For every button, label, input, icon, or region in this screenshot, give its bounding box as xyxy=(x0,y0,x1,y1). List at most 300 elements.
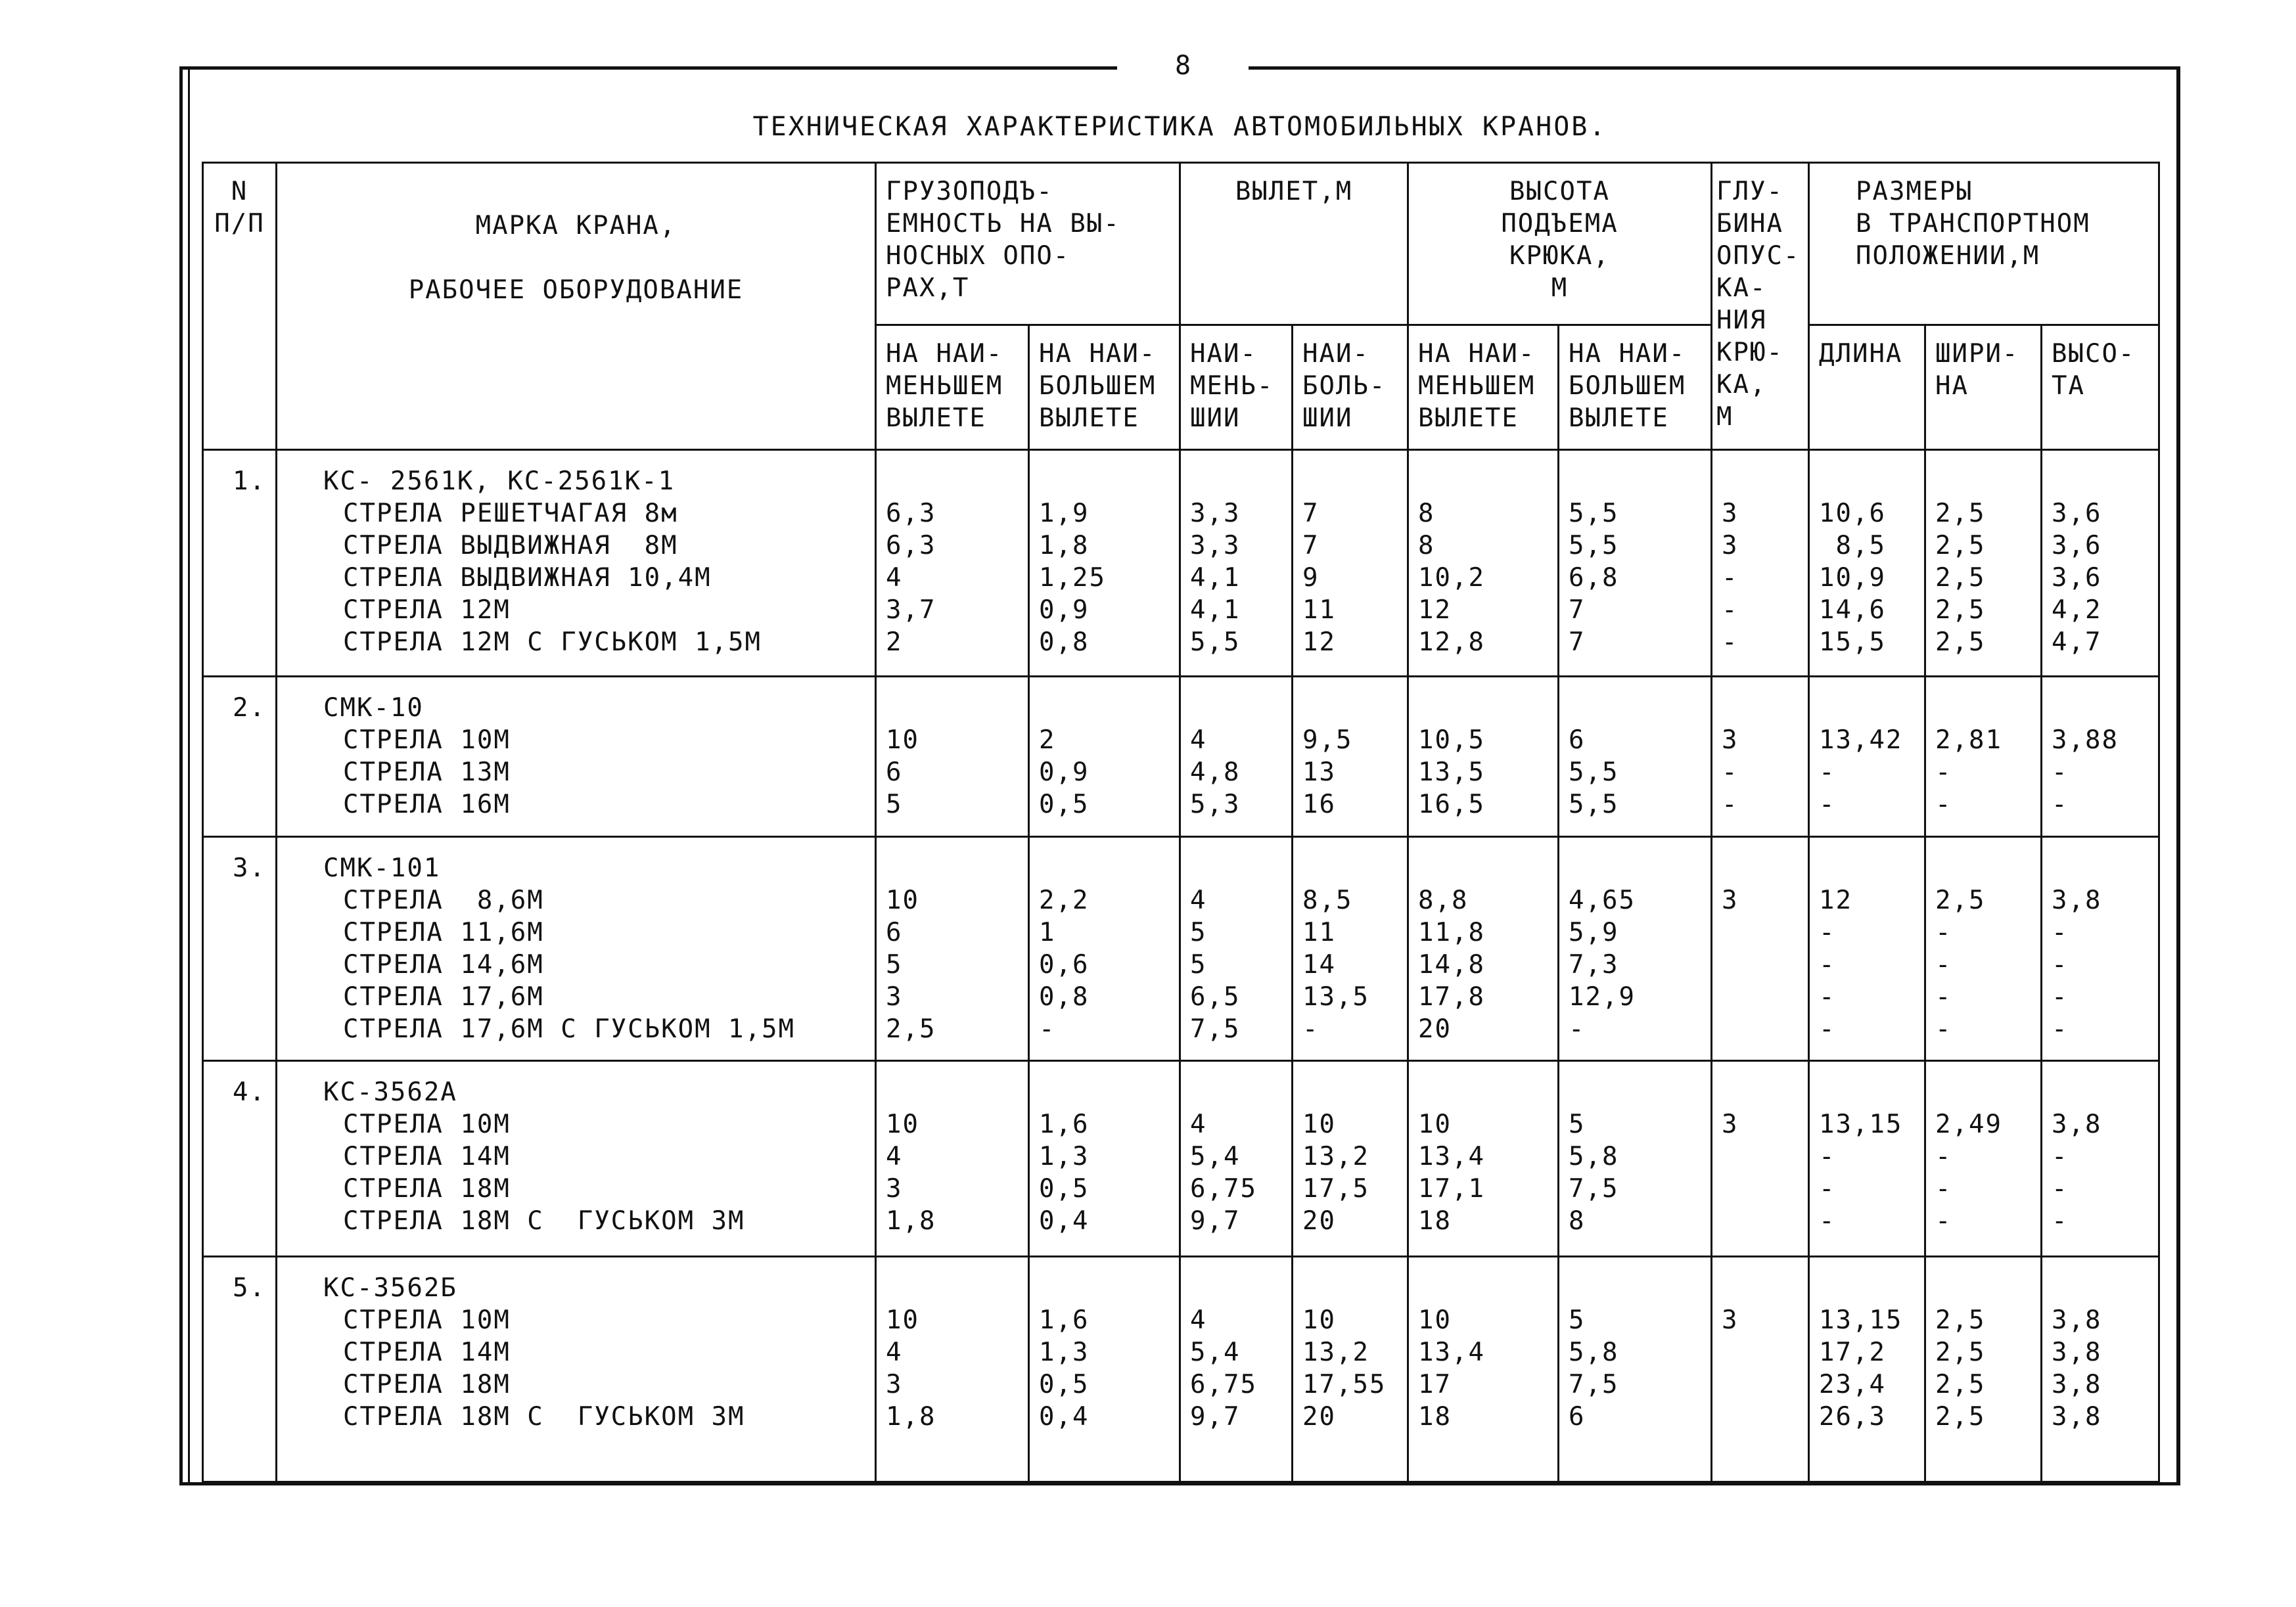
value: 16 xyxy=(1302,790,1336,819)
value: 0,9 xyxy=(1039,595,1090,625)
value: 13,4 xyxy=(1418,1338,1485,1367)
cell-tall xyxy=(2042,837,2159,1061)
value: 8 xyxy=(1418,499,1435,528)
cell-tall xyxy=(2042,1257,2159,1482)
cell-reach-min xyxy=(1180,837,1293,1061)
value: 2,5 xyxy=(1935,531,1986,560)
value: 8,5 xyxy=(1819,531,1886,560)
cell-depth xyxy=(1712,1257,1809,1482)
value: 12 xyxy=(1819,886,1852,915)
value: 9,7 xyxy=(1190,1206,1241,1236)
value: 3,8 xyxy=(2052,1305,2102,1335)
equipment-name: СТРЕЛА 18М xyxy=(343,1370,511,1399)
row-number xyxy=(203,1061,277,1257)
value: 3,8 xyxy=(2052,1370,2102,1399)
value: 5,9 xyxy=(1569,918,1619,947)
cell-width xyxy=(1925,837,2042,1061)
value: 20 xyxy=(1302,1402,1336,1432)
cell-h-min xyxy=(1408,1061,1559,1257)
value: 0,9 xyxy=(1039,758,1090,787)
value: 7,3 xyxy=(1569,950,1619,980)
value: - xyxy=(1935,1174,1952,1204)
value: 12,9 xyxy=(1569,982,1636,1012)
value: 3 xyxy=(1722,531,1739,560)
table-row xyxy=(203,1257,2159,1482)
value: 4 xyxy=(886,1338,903,1367)
value: 2,5 xyxy=(886,1014,936,1044)
value: 3,6 xyxy=(2052,531,2102,560)
value: 5,5 xyxy=(1190,627,1241,657)
cranes-table xyxy=(202,162,2160,1483)
value: 11 xyxy=(1302,595,1336,625)
cell-length xyxy=(1809,450,1925,677)
equipment-name: СТРЕЛА 17,6М xyxy=(343,982,544,1012)
value: 2,5 xyxy=(1935,1338,1986,1367)
value: 7,5 xyxy=(1569,1370,1619,1399)
value: 8 xyxy=(1418,531,1435,560)
cell-depth xyxy=(1712,837,1809,1061)
value: - xyxy=(1039,1014,1056,1044)
value: 10 xyxy=(1418,1305,1452,1335)
cell-reach-min xyxy=(1180,1257,1293,1482)
cell-cap-max xyxy=(1029,677,1180,837)
model-cell xyxy=(277,837,876,1061)
value: 20 xyxy=(1418,1014,1452,1044)
value: 1,3 xyxy=(1039,1338,1090,1367)
header-reach-min: НАИ- МЕНЬ- ШИИ xyxy=(1180,325,1293,450)
cell-cap-max xyxy=(1029,837,1180,1061)
value: 2,5 xyxy=(1935,1370,1986,1399)
header-h-max: НА НАИ- БОЛЬШЕМ ВЫЛЕТЕ xyxy=(1559,325,1712,450)
equipment-name: СТРЕЛА 13М xyxy=(343,758,511,787)
equipment-name: СТРЕЛА 11,6М xyxy=(343,918,544,947)
cell-cap-max xyxy=(1029,450,1180,677)
value: 5,5 xyxy=(1569,790,1619,819)
value: 4 xyxy=(1190,725,1207,755)
value: 12 xyxy=(1302,627,1336,657)
value: 3,3 xyxy=(1190,499,1241,528)
cell-reach-min xyxy=(1180,450,1293,677)
value: - xyxy=(1935,918,1952,947)
value: 1,8 xyxy=(886,1402,936,1432)
value: 7 xyxy=(1302,531,1320,560)
value: 13,15 xyxy=(1819,1110,1903,1139)
value: 10 xyxy=(1302,1110,1336,1139)
table-row xyxy=(203,450,2159,677)
value: 11 xyxy=(1302,918,1336,947)
cell-length xyxy=(1809,677,1925,837)
cell-cap-min xyxy=(876,1061,1029,1257)
crane-model: СМК-10 xyxy=(323,693,424,723)
value: 2,5 xyxy=(1935,886,1986,915)
value: 3 xyxy=(1722,1305,1739,1335)
value: 10 xyxy=(886,725,919,755)
value: 4,1 xyxy=(1190,595,1241,625)
value: 3,3 xyxy=(1190,531,1241,560)
value: 8,8 xyxy=(1418,886,1469,915)
value: 0,5 xyxy=(1039,1370,1090,1399)
header-reach: ВЫЛЕТ,М xyxy=(1180,163,1408,325)
value: - xyxy=(2052,1174,2069,1204)
value: 6 xyxy=(1569,1402,1586,1432)
value: 4,1 xyxy=(1190,563,1241,593)
value: 4 xyxy=(1190,886,1207,915)
value: 2,5 xyxy=(1935,627,1986,657)
header-h-min: НА НАИ- МЕНЬШЕМ ВЫЛЕТЕ xyxy=(1408,325,1559,450)
value: 10,2 xyxy=(1418,563,1485,593)
value: 10 xyxy=(1302,1305,1336,1335)
cell-tall xyxy=(2042,677,2159,837)
value: - xyxy=(1819,1206,1836,1236)
value: 13,4 xyxy=(1418,1142,1485,1171)
value: 6 xyxy=(1569,725,1586,755)
cell-depth xyxy=(1712,1061,1809,1257)
value: 4 xyxy=(886,563,903,593)
value: 0,5 xyxy=(1039,790,1090,819)
value: 0,4 xyxy=(1039,1206,1090,1236)
crane-model: КС-3562А xyxy=(323,1077,457,1107)
value: 13,2 xyxy=(1302,1338,1369,1367)
table-row xyxy=(203,1061,2159,1257)
value: 9,7 xyxy=(1190,1402,1241,1432)
value: 8,5 xyxy=(1302,886,1353,915)
value: 2,5 xyxy=(1935,595,1986,625)
cell-cap-min xyxy=(876,677,1029,837)
row-number-text: 2. xyxy=(233,693,266,723)
equipment-name: СТРЕЛА 10М xyxy=(343,725,511,755)
value: 3 xyxy=(1722,725,1739,755)
equipment-name: СТРЕЛА 16М xyxy=(343,790,511,819)
value: 13,15 xyxy=(1819,1305,1903,1335)
row-number-text: 5. xyxy=(233,1273,266,1303)
value: 3,6 xyxy=(2052,499,2102,528)
header-width: ШИРИ- НА xyxy=(1925,325,2042,450)
value: 14 xyxy=(1302,950,1336,980)
value: 3 xyxy=(886,982,903,1012)
equipment-name: СТРЕЛА РЕШЕТЧАГАЯ 8м xyxy=(343,499,678,528)
value: - xyxy=(2052,1142,2069,1171)
value: 3,6 xyxy=(2052,563,2102,593)
cell-h-max xyxy=(1559,1061,1712,1257)
value: 3,7 xyxy=(886,595,936,625)
cell-width xyxy=(1925,1061,2042,1257)
cell-length xyxy=(1809,837,1925,1061)
value: 3,8 xyxy=(2052,886,2102,915)
value: 17,1 xyxy=(1418,1174,1485,1204)
cell-h-max xyxy=(1559,677,1712,837)
value: - xyxy=(1819,1174,1836,1204)
value: 1,6 xyxy=(1039,1305,1090,1335)
value: 3,8 xyxy=(2052,1110,2102,1139)
value: 3,8 xyxy=(2052,1402,2102,1432)
cell-reach-max xyxy=(1293,1061,1408,1257)
cell-h-min xyxy=(1408,450,1559,677)
header-dims: РАЗМЕРЫ В ТРАНСПОРТНОМ ПОЛОЖЕНИИ,М xyxy=(1809,163,2159,325)
value: 1,3 xyxy=(1039,1142,1090,1171)
model-cell xyxy=(277,1061,876,1257)
header-height: ВЫСОТА ПОДЪЕМА КРЮКА, М xyxy=(1408,163,1712,325)
equipment-name: СТРЕЛА 17,6М С ГУСЬКОМ 1,5М xyxy=(343,1014,795,1044)
value: 12,8 xyxy=(1418,627,1485,657)
equipment-name: СТРЕЛА 12М С ГУСЬКОМ 1,5М xyxy=(343,627,762,657)
table-row xyxy=(203,837,2159,1061)
model-cell xyxy=(277,677,876,837)
value: 5,5 xyxy=(1569,531,1619,560)
value: - xyxy=(1819,950,1836,980)
cell-h-max xyxy=(1559,450,1712,677)
value: 4,8 xyxy=(1190,758,1241,787)
value: - xyxy=(1722,790,1739,819)
equipment-name: СТРЕЛА 14,6М xyxy=(343,950,544,980)
value: 4 xyxy=(886,1142,903,1171)
value: 26,3 xyxy=(1819,1402,1886,1432)
value: 13,5 xyxy=(1302,982,1369,1012)
value: 5,4 xyxy=(1190,1142,1241,1171)
value: 5 xyxy=(1569,1110,1586,1139)
cell-reach-min xyxy=(1180,1061,1293,1257)
value: 0,5 xyxy=(1039,1174,1090,1204)
value: 6,5 xyxy=(1190,982,1241,1012)
model-cell xyxy=(277,1257,876,1482)
value: - xyxy=(1935,758,1952,787)
value: 4 xyxy=(1190,1110,1207,1139)
value: 6,75 xyxy=(1190,1370,1257,1399)
value: - xyxy=(1819,1142,1836,1171)
value: 6,3 xyxy=(886,499,936,528)
equipment-name: СТРЕЛА ВЫДВИЖНАЯ 8М xyxy=(343,531,678,560)
value: 5 xyxy=(1190,950,1207,980)
value: 3,8 xyxy=(2052,1338,2102,1367)
value: 1,8 xyxy=(886,1206,936,1236)
value: 6 xyxy=(886,918,903,947)
value: 15,5 xyxy=(1819,627,1886,657)
value: 0,8 xyxy=(1039,982,1090,1012)
equipment-name: СТРЕЛА 14М xyxy=(343,1338,511,1367)
value: 0,8 xyxy=(1039,627,1090,657)
value: 1 xyxy=(1039,918,1056,947)
cell-width xyxy=(1925,677,2042,837)
value: - xyxy=(2052,918,2069,947)
value: 2,5 xyxy=(1935,499,1986,528)
cell-cap-max xyxy=(1029,1257,1180,1482)
value: - xyxy=(2052,982,2069,1012)
cell-h-min xyxy=(1408,677,1559,837)
equipment-name: СТРЕЛА ВЫДВИЖНАЯ 10,4М xyxy=(343,563,712,593)
value: - xyxy=(1935,1142,1952,1171)
cell-reach-min xyxy=(1180,677,1293,837)
header-tall: ВЫСО- ТА xyxy=(2042,325,2159,450)
value: - xyxy=(1935,1014,1952,1044)
value: 5 xyxy=(886,790,903,819)
value: 2,5 xyxy=(1935,563,1986,593)
row-number-text: 4. xyxy=(233,1077,266,1107)
value: 4,2 xyxy=(2052,595,2102,625)
cell-reach-max xyxy=(1293,1257,1408,1482)
value: 6,75 xyxy=(1190,1174,1257,1204)
equipment-name: СТРЕЛА 14М xyxy=(343,1142,511,1171)
value: 0,4 xyxy=(1039,1402,1090,1432)
value: 3 xyxy=(1722,499,1739,528)
value: 2 xyxy=(886,627,903,657)
value: 13,2 xyxy=(1302,1142,1369,1171)
value: 9 xyxy=(1302,563,1320,593)
value: 4 xyxy=(1190,1305,1207,1335)
header-depth: ГЛУ- БИНА ОПУС- КА- НИЯ КРЮ- КА, М xyxy=(1712,163,1809,450)
value: 6 xyxy=(886,758,903,787)
value: 5 xyxy=(1190,918,1207,947)
value: 17,8 xyxy=(1418,982,1485,1012)
value: - xyxy=(2052,1014,2069,1044)
value: 2,49 xyxy=(1935,1110,2002,1139)
value: 2,2 xyxy=(1039,886,1090,915)
cell-reach-max xyxy=(1293,677,1408,837)
value: 3 xyxy=(886,1370,903,1399)
model-cell xyxy=(277,450,876,677)
value: 18 xyxy=(1418,1402,1452,1432)
value: 7 xyxy=(1569,627,1586,657)
row-number-text: 3. xyxy=(233,853,266,883)
value: 10 xyxy=(886,886,919,915)
value: 20 xyxy=(1302,1206,1336,1236)
value: 4,65 xyxy=(1569,886,1636,915)
value: 17,55 xyxy=(1302,1370,1387,1399)
equipment-name: СТРЕЛА 18М С ГУСЬКОМ 3М xyxy=(343,1206,745,1236)
value: - xyxy=(2052,790,2069,819)
value: 3,88 xyxy=(2052,725,2119,755)
cell-depth xyxy=(1712,677,1809,837)
value: 13,42 xyxy=(1819,725,1903,755)
value: 10 xyxy=(1418,1110,1452,1139)
value: 5,8 xyxy=(1569,1338,1619,1367)
value: 5,5 xyxy=(1569,758,1619,787)
crane-model: СМК-101 xyxy=(323,853,441,883)
value: - xyxy=(1819,758,1836,787)
value: 3 xyxy=(886,1174,903,1204)
value: 2,5 xyxy=(1935,1402,1986,1432)
cell-cap-min xyxy=(876,1257,1029,1482)
equipment-name: СТРЕЛА 10М xyxy=(343,1110,511,1139)
cell-h-max xyxy=(1559,837,1712,1061)
value: 7 xyxy=(1569,595,1586,625)
table-title: ТЕХНИЧЕСКАЯ ХАРАКТЕРИСТИКА АВТОМОБИЛЬНЫХ КРАНОВ. xyxy=(752,112,1607,142)
equipment-name: СТРЕЛА 18М xyxy=(343,1174,511,1204)
value: 5,4 xyxy=(1190,1338,1241,1367)
value: 0,6 xyxy=(1039,950,1090,980)
value: - xyxy=(2052,1206,2069,1236)
value: 8 xyxy=(1569,1206,1586,1236)
value: 7,5 xyxy=(1569,1174,1619,1204)
cell-depth xyxy=(1712,450,1809,677)
value: 2,5 xyxy=(1935,1305,1986,1335)
value: - xyxy=(1722,627,1739,657)
value: - xyxy=(1935,950,1952,980)
value: 14,6 xyxy=(1819,595,1886,625)
value: 7 xyxy=(1302,499,1320,528)
equipment-name: СТРЕЛА 18М С ГУСЬКОМ 3М xyxy=(343,1402,745,1432)
row-number-text: 1. xyxy=(233,466,266,496)
value: - xyxy=(1722,758,1739,787)
value: 17 xyxy=(1418,1370,1452,1399)
value: 7,5 xyxy=(1190,1014,1241,1044)
value: 4,7 xyxy=(2052,627,2102,657)
value: 9,5 xyxy=(1302,725,1353,755)
header-length: ДЛИНА xyxy=(1809,325,1925,450)
cell-reach-max xyxy=(1293,450,1408,677)
value: 13 xyxy=(1302,758,1336,787)
value: 11,8 xyxy=(1418,918,1485,947)
value: 5,3 xyxy=(1190,790,1241,819)
value: - xyxy=(2052,950,2069,980)
value: - xyxy=(1819,918,1836,947)
header-reach-max: НАИ- БОЛЬ- ШИИ xyxy=(1293,325,1408,450)
value: 12 xyxy=(1418,595,1452,625)
value: - xyxy=(1935,790,1952,819)
cell-length xyxy=(1809,1257,1925,1482)
value: - xyxy=(1819,982,1836,1012)
value: 10,9 xyxy=(1819,563,1886,593)
cell-tall xyxy=(2042,1061,2159,1257)
row-number xyxy=(203,1257,277,1482)
value: - xyxy=(1302,1014,1320,1044)
table-row xyxy=(203,677,2159,837)
value: 1,8 xyxy=(1039,531,1090,560)
row-number xyxy=(203,677,277,837)
header-cap-min: НА НАИ- МЕНЬШЕМ ВЫЛЕТЕ xyxy=(876,325,1029,450)
cell-h-max xyxy=(1559,1257,1712,1482)
row-number xyxy=(203,450,277,677)
value: 2,81 xyxy=(1935,725,2002,755)
cell-cap-max xyxy=(1029,1061,1180,1257)
page-number: 8 xyxy=(1117,47,1249,84)
value: 2 xyxy=(1039,725,1056,755)
value: 13,5 xyxy=(1418,758,1485,787)
value: 17,5 xyxy=(1302,1174,1369,1204)
value: 23,4 xyxy=(1819,1370,1886,1399)
value: - xyxy=(1819,790,1836,819)
value: - xyxy=(1722,563,1739,593)
cell-h-min xyxy=(1408,837,1559,1061)
value: 1,6 xyxy=(1039,1110,1090,1139)
row-number xyxy=(203,837,277,1061)
value: 10,5 xyxy=(1418,725,1485,755)
equipment-name: СТРЕЛА 8,6М xyxy=(343,886,544,915)
value: 6,3 xyxy=(886,531,936,560)
value: - xyxy=(1819,1014,1836,1044)
value: 3 xyxy=(1722,1110,1739,1139)
crane-model: КС- 2561К, КС-2561К-1 xyxy=(323,466,676,496)
value: 18 xyxy=(1418,1206,1452,1236)
value: 5,5 xyxy=(1569,499,1619,528)
value: 10,6 xyxy=(1819,499,1886,528)
equipment-name: СТРЕЛА 12М xyxy=(343,595,511,625)
value: 14,8 xyxy=(1418,950,1485,980)
cell-cap-min xyxy=(876,450,1029,677)
value: 16,5 xyxy=(1418,790,1485,819)
value: 10 xyxy=(886,1110,919,1139)
value: - xyxy=(1722,595,1739,625)
value: - xyxy=(1935,1206,1952,1236)
header-num: N П/П xyxy=(203,163,277,450)
value: 3 xyxy=(1722,886,1739,915)
value: 5 xyxy=(886,950,903,980)
cell-h-min xyxy=(1408,1257,1559,1482)
equipment-name: СТРЕЛА 10М xyxy=(343,1305,511,1335)
value: - xyxy=(1569,1014,1586,1044)
cell-width xyxy=(1925,1257,2042,1482)
value: 1,9 xyxy=(1039,499,1090,528)
value: 17,2 xyxy=(1819,1338,1886,1367)
value: - xyxy=(1935,982,1952,1012)
